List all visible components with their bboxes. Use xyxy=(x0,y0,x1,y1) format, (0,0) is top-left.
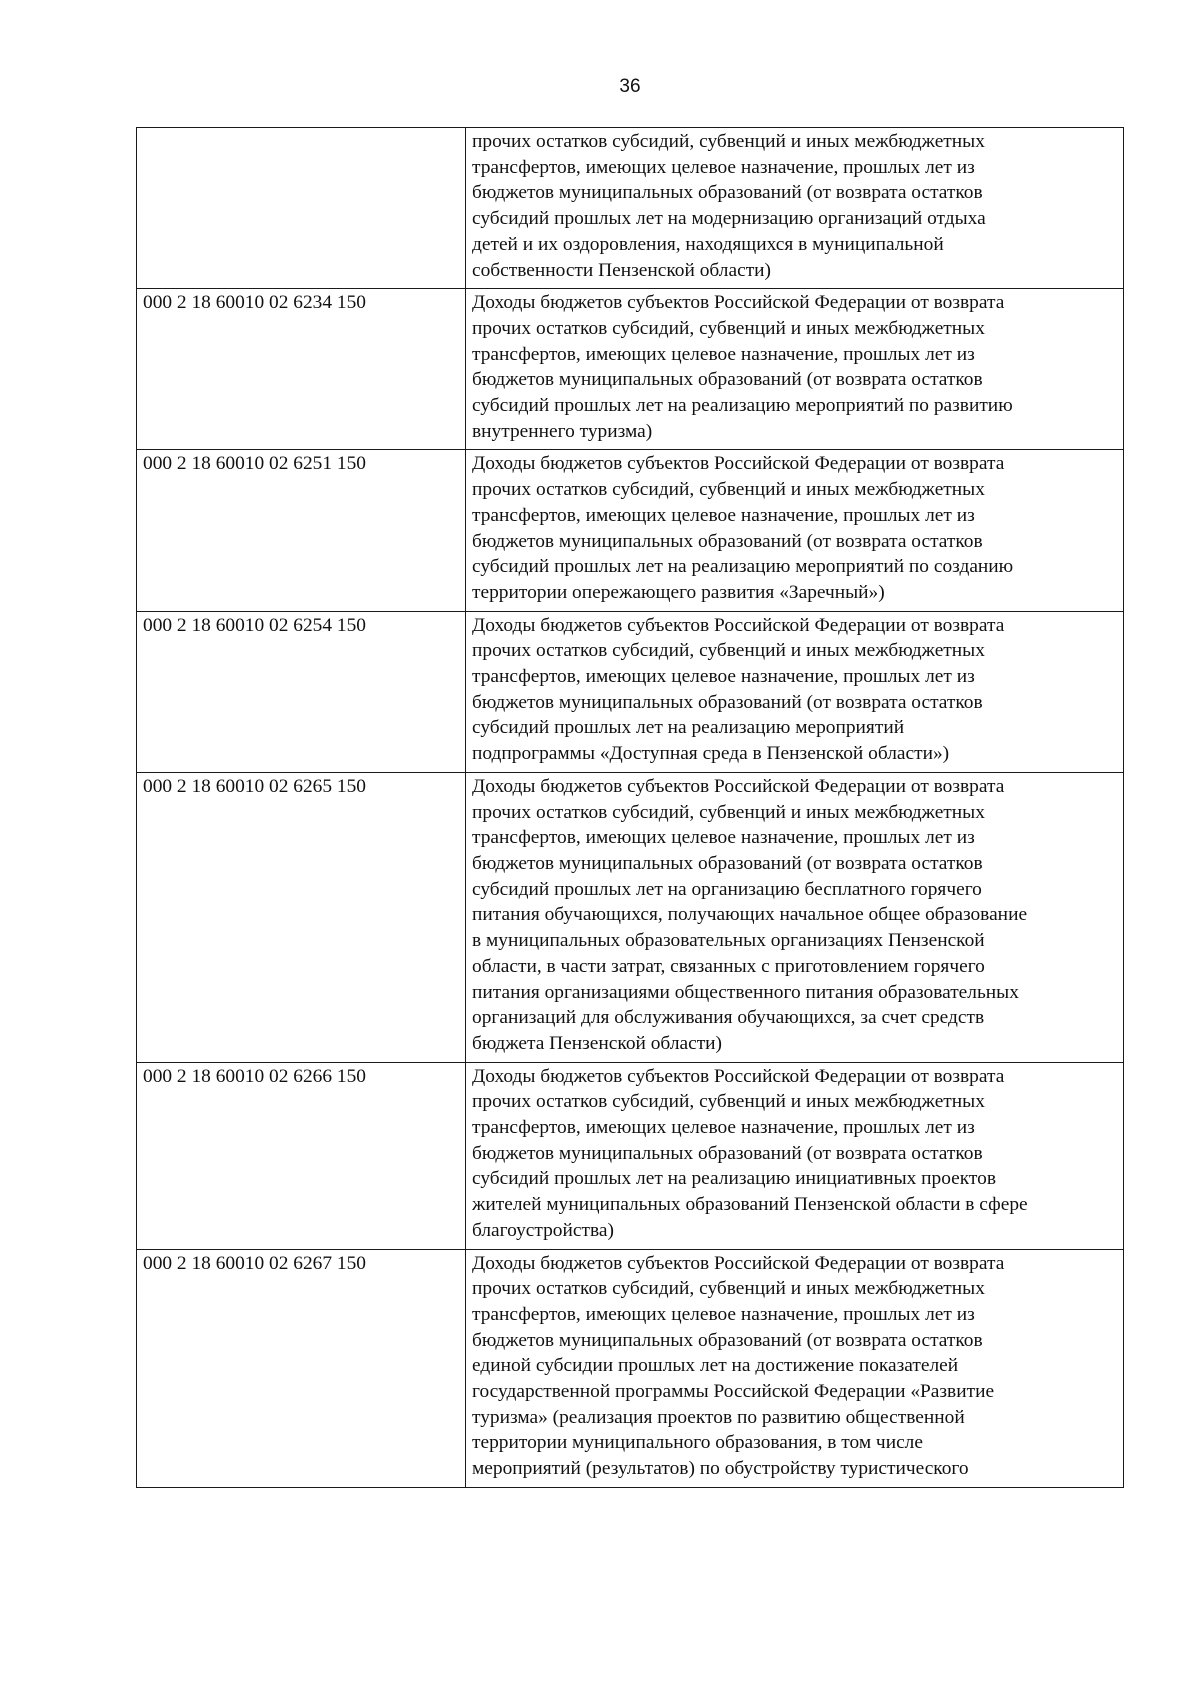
description-line: бюджетов муниципальных образований (от возврата остатков xyxy=(472,530,983,552)
description-line: питания организациями общественного питания образовательных xyxy=(472,981,1019,1003)
description-line: бюджетов муниципальных образований (от возврата остатков xyxy=(472,852,983,874)
description-line: прочих остатков субсидий, субвенций и иных межбюджетных xyxy=(472,1091,985,1113)
description-line: субсидий прошлых лет на реализацию инициативных проектов xyxy=(472,1168,997,1190)
description-line: бюджета Пензенской области) xyxy=(472,1032,723,1054)
description-line: бюджетов муниципальных образований (от возврата остатков xyxy=(472,369,983,391)
description-line: субсидий прошлых лет на организацию бесплатного горячего xyxy=(472,878,982,900)
description-line: субсидий прошлых лет на модернизацию организаций отдыха xyxy=(472,208,986,230)
description-line: Доходы бюджетов субъектов Российской Федерации от возврата xyxy=(472,1065,1005,1087)
table-row xyxy=(137,128,1124,289)
description-line: в муниципальных образовательных организациях Пензенской xyxy=(472,930,985,952)
description-line: бюджетов муниципальных образований (от возврата остатков xyxy=(472,1142,983,1164)
description-line: подпрограммы «Доступная среда в Пензенской области») xyxy=(472,743,950,765)
description-line: детей и их оздоровления, находящихся в муниципальной xyxy=(472,233,944,255)
description-line: субсидий прошлых лет на реализацию мероприятий по созданию xyxy=(472,556,1014,578)
description-line: организаций для обслуживания обучающихся, за счет средств xyxy=(472,1007,985,1029)
description-line: территории опережающего развития «Заречный») xyxy=(472,581,885,603)
code-cell: 000 2 18 60010 02 6254 150 xyxy=(137,611,466,772)
table-row xyxy=(137,772,1124,1062)
description-line: территории муниципального образования, в том числе xyxy=(472,1432,923,1454)
description-cell xyxy=(466,1062,1124,1249)
description-line: бюджетов муниципальных образований (от возврата остатков xyxy=(472,691,983,713)
description-line: трансфертов, имеющих целевое назначение, прошлых лет из xyxy=(472,1303,975,1325)
description-line: Доходы бюджетов субъектов Российской Федерации от возврата xyxy=(472,775,1005,797)
table-row xyxy=(137,1249,1124,1487)
description-line: государственной программы Российской Федерации «Развитие xyxy=(472,1381,995,1403)
description-line: Доходы бюджетов субъектов Российской Федерации от возврата xyxy=(472,614,1005,636)
description-line: прочих остатков субсидий, субвенций и иных межбюджетных xyxy=(472,479,985,501)
code-cell: 000 2 18 60010 02 6265 150 xyxy=(137,772,466,1062)
description-cell xyxy=(466,772,1124,1062)
table-row xyxy=(137,1062,1124,1249)
description-line: субсидий прошлых лет на реализацию мероприятий xyxy=(472,717,905,739)
description-line: трансфертов, имеющих целевое назначение, прошлых лет из xyxy=(472,1117,975,1139)
description-line: трансфертов, имеющих целевое назначение, прошлых лет из xyxy=(472,504,975,526)
description-line: питания обучающихся, получающих начальное общее образование xyxy=(472,904,1028,926)
description-line: области, в части затрат, связанных с приготовлением горячего xyxy=(472,955,985,977)
description-cell xyxy=(466,450,1124,611)
budget-codes-table xyxy=(136,127,1124,1488)
description-line: внутреннего туризма) xyxy=(472,420,653,442)
description-line: трансфертов, имеющих целевое назначение, прошлых лет из xyxy=(472,666,975,688)
description-line: жителей муниципальных образований Пензенской области в сфере xyxy=(472,1194,1028,1216)
description-line: прочих остатков субсидий, субвенций и иных межбюджетных xyxy=(472,317,985,339)
code-cell: 000 2 18 60010 02 6266 150 xyxy=(137,1062,466,1249)
code-cell xyxy=(137,128,466,289)
description-line: Доходы бюджетов субъектов Российской Федерации от возврата xyxy=(472,292,1005,314)
description-line: прочих остатков субсидий, субвенций и иных межбюджетных xyxy=(472,1278,985,1300)
description-line: мероприятий (результатов) по обустройству туристического xyxy=(472,1458,969,1480)
description-line: Доходы бюджетов субъектов Российской Федерации от возврата xyxy=(472,453,1005,475)
description-line: прочих остатков субсидий, субвенций и иных межбюджетных xyxy=(472,640,985,662)
description-line: единой субсидии прошлых лет на достижение показателей xyxy=(472,1355,959,1377)
table-row xyxy=(137,611,1124,772)
description-line: трансфертов, имеющих целевое назначение, прошлых лет из xyxy=(472,827,975,849)
table-row xyxy=(137,450,1124,611)
code-cell: 000 2 18 60010 02 6267 150 xyxy=(137,1249,466,1487)
description-line: туризма» (реализация проектов по развитию общественной xyxy=(472,1406,965,1428)
description-line: трансфертов, имеющих целевое назначение, прошлых лет из xyxy=(472,156,975,178)
description-cell xyxy=(466,611,1124,772)
table-body xyxy=(137,128,1124,1488)
description-line: прочих остатков субсидий, субвенций и иных межбюджетных xyxy=(472,131,985,152)
description-line: субсидий прошлых лет на реализацию мероприятий по развитию xyxy=(472,395,1013,417)
code-cell: 000 2 18 60010 02 6251 150 xyxy=(137,450,466,611)
description-line: бюджетов муниципальных образований (от возврата остатков xyxy=(472,182,983,204)
description-cell xyxy=(466,1249,1124,1487)
table-row xyxy=(137,289,1124,450)
description-cell xyxy=(466,289,1124,450)
description-cell xyxy=(466,128,1124,289)
description-line: Доходы бюджетов субъектов Российской Федерации от возврата xyxy=(472,1252,1005,1274)
description-line: прочих остатков субсидий, субвенций и иных межбюджетных xyxy=(472,801,985,823)
description-line: бюджетов муниципальных образований (от возврата остатков xyxy=(472,1329,983,1351)
code-cell: 000 2 18 60010 02 6234 150 xyxy=(137,289,466,450)
description-line: благоустройства) xyxy=(472,1219,614,1241)
description-line: собственности Пензенской области) xyxy=(472,259,772,281)
description-line: трансфертов, имеющих целевое назначение, прошлых лет из xyxy=(472,343,975,365)
page-number: 36 xyxy=(619,76,641,97)
